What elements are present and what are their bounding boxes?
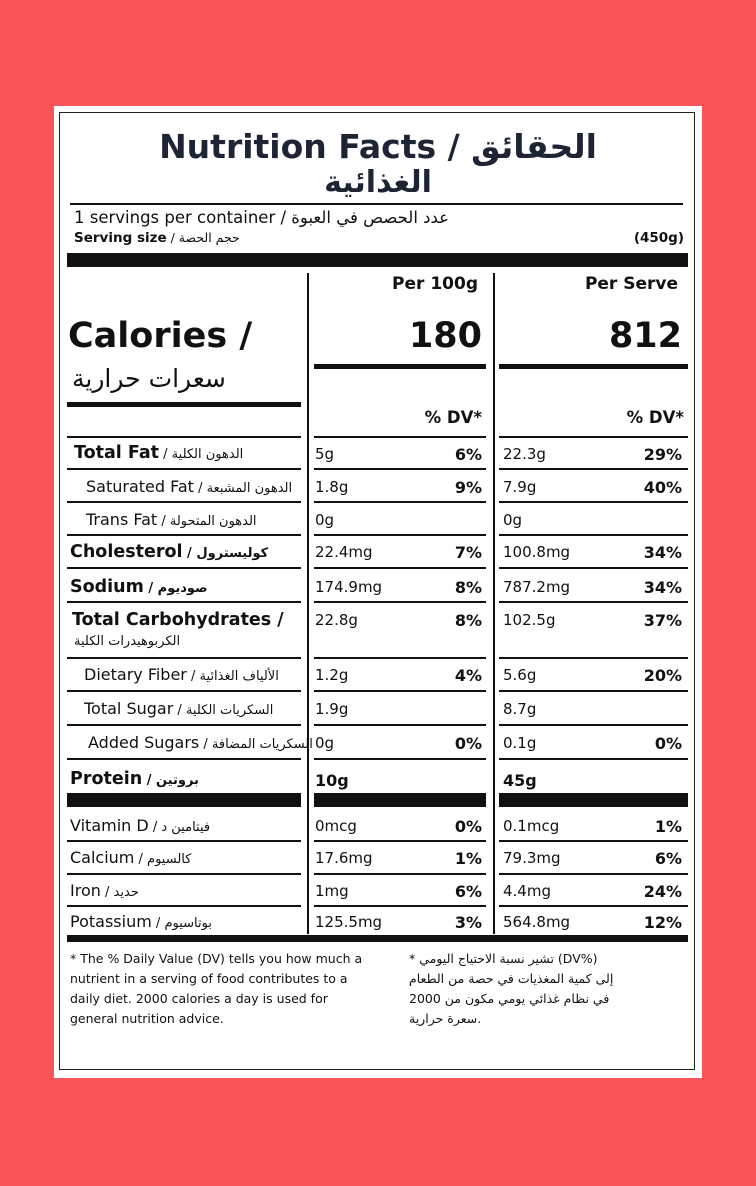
value-per-100g: 10g <box>315 771 349 790</box>
dv-per-serve: 37% <box>643 611 682 630</box>
row-rule <box>314 468 486 470</box>
row-rule <box>314 601 486 603</box>
vitamin-name-ar: / كالسيوم <box>134 852 192 867</box>
dv-per-serve: 40% <box>643 478 682 497</box>
dv-per-100g: 0% <box>454 734 482 753</box>
nutrient-name-ar: / بروتين <box>142 773 199 788</box>
row-rule <box>499 534 688 536</box>
row-rule <box>67 501 301 503</box>
calories-rule-left <box>67 402 301 407</box>
dv-per-serve: 6% <box>654 849 682 868</box>
row-rule <box>499 657 688 659</box>
value-per-100g: 17.6mg <box>315 849 373 867</box>
nutrition-label <box>54 106 702 1078</box>
nutrient-name-ar: / الدهون المتحولة <box>157 514 257 529</box>
dv-per-100g: 9% <box>454 478 482 497</box>
value-per-serve: 7.9g <box>503 478 537 496</box>
servings-per-container: 1 servings per container / عدد الحصص في العبوة <box>74 208 450 227</box>
serving-size-row <box>74 230 240 246</box>
nutrient-name: Total Fat <box>74 443 160 463</box>
dv-rule-right <box>499 436 688 438</box>
dv-per-serve: 34% <box>643 578 682 597</box>
value-per-100g: 1.9g <box>315 700 349 718</box>
nutrient-name-ar: / السكريات الكلية <box>173 703 274 718</box>
value-per-serve: 22.3g <box>503 445 546 463</box>
calories-label-ar: سعرات حرارية <box>72 364 226 393</box>
row-rule <box>67 873 301 875</box>
row-rule <box>67 468 301 470</box>
row-rule <box>314 840 486 842</box>
row-rule <box>67 601 301 603</box>
column-divider-2 <box>493 273 495 934</box>
row-rule <box>314 758 486 760</box>
row-rule <box>314 534 486 536</box>
vitamin-name: Potassium <box>70 912 152 931</box>
nutrient-name: Protein <box>70 769 143 789</box>
row-rule <box>67 690 301 692</box>
nutrient-name-ar: / الدهون المشبعة <box>193 481 293 496</box>
thick-bar-top <box>67 253 688 267</box>
dv-per-100g: 4% <box>454 666 482 685</box>
row-rule <box>314 905 486 907</box>
calories-rule-right <box>499 364 688 369</box>
serving-size-value: (450g) <box>633 230 684 246</box>
row-rule <box>499 567 688 569</box>
dv-rule-left <box>67 436 301 438</box>
thick-bar-protein-mid <box>314 793 486 807</box>
value-per-serve: 4.4mg <box>503 882 551 900</box>
value-per-100g: 22.4mg <box>315 543 373 561</box>
value-per-100g: 174.9mg <box>315 578 383 596</box>
value-per-serve: 45g <box>503 771 537 790</box>
row-rule <box>314 724 486 726</box>
dv-per-serve: 1% <box>654 817 682 836</box>
row-rule <box>499 905 688 907</box>
value-per-100g: 0g <box>315 511 335 529</box>
dv-per-100g: 0% <box>454 817 482 836</box>
row-rule <box>67 840 301 842</box>
value-per-100g: 22.8g <box>315 611 358 629</box>
dv-per-100g: 8% <box>454 578 482 597</box>
calories-rule-mid <box>314 364 486 369</box>
calories-label: Calories / <box>68 316 253 356</box>
row-rule <box>499 758 688 760</box>
value-per-100g: 5g <box>315 445 335 463</box>
dv-header-per-serve: % DV* <box>626 408 684 427</box>
calories-per-serve: 812 <box>608 316 682 356</box>
nutrient-name-ar: / السكريات المضافة <box>199 737 313 752</box>
dv-header-per-100g: % DV* <box>424 408 482 427</box>
title-line-2: الغذائية <box>324 165 432 200</box>
header-per-100g: Per 100g <box>392 274 478 294</box>
serving-size-label: Serving size <box>74 230 167 246</box>
title-rule <box>70 203 683 205</box>
serving-size-label-ar: / حجم الحصة <box>166 230 240 245</box>
value-per-100g: 0mcg <box>315 817 357 835</box>
row-rule <box>67 657 301 659</box>
calories-per-100g: 180 <box>408 316 482 356</box>
nutrient-name-ar: / كوليسترول <box>182 546 269 561</box>
dv-per-100g: 7% <box>454 543 482 562</box>
vitamin-name-ar: / فيتامين د <box>148 820 211 835</box>
column-divider-1 <box>307 273 309 934</box>
dv-per-serve: 0% <box>654 734 682 753</box>
dv-per-serve: 12% <box>643 913 682 932</box>
nutrient-name: Sodium <box>70 577 144 597</box>
dv-per-100g: 1% <box>454 849 482 868</box>
row-rule <box>67 534 301 536</box>
thick-bar-bottom <box>67 935 688 942</box>
thick-bar-protein-right <box>499 793 688 807</box>
thick-bar-protein-left <box>67 793 301 807</box>
nutrient-name: Trans Fat <box>86 510 158 529</box>
dv-per-serve: 24% <box>643 882 682 901</box>
value-per-serve: 564.8mg <box>503 913 571 931</box>
nutrient-name: Added Sugars <box>88 733 200 752</box>
row-rule <box>499 501 688 503</box>
nutrient-name-ar: الكربوهيدرات الكلية <box>74 634 181 649</box>
value-per-100g: 125.5mg <box>315 913 383 931</box>
footnote-en: * The % Daily Value (DV) tells you how much a nutrient in a serving of food contributes to a daily diet. 2000 calories a day is used for general nutrition advice. <box>70 951 363 1026</box>
nutrient-name: Cholesterol <box>70 542 183 562</box>
value-per-100g: 0g <box>315 734 335 752</box>
title-line-1: Nutrition Facts / الحقائق <box>159 127 597 166</box>
row-rule <box>67 905 301 907</box>
row-rule <box>314 657 486 659</box>
nutrient-name: Saturated Fat <box>86 477 194 496</box>
value-per-serve: 787.2mg <box>503 578 571 596</box>
dv-per-100g: 3% <box>454 913 482 932</box>
row-rule <box>499 690 688 692</box>
row-rule <box>499 840 688 842</box>
value-per-serve: 0.1mcg <box>503 817 560 835</box>
nutrient-name: Dietary Fiber <box>84 665 187 684</box>
value-per-100g: 1.2g <box>315 666 349 684</box>
row-rule <box>314 501 486 503</box>
value-per-serve: 100.8mg <box>503 543 571 561</box>
value-per-serve: 5.6g <box>503 666 537 684</box>
value-per-100g: 1.8g <box>315 478 349 496</box>
nutrient-name: Total Sugar <box>84 699 174 718</box>
row-rule <box>499 601 688 603</box>
value-per-serve: 0g <box>503 511 523 529</box>
value-per-serve: 79.3mg <box>503 849 561 867</box>
row-rule <box>499 724 688 726</box>
dv-rule-mid <box>314 436 486 438</box>
row-rule <box>67 567 301 569</box>
value-per-serve: 0.1g <box>503 734 537 752</box>
vitamin-name: Iron <box>70 881 101 900</box>
row-rule <box>499 468 688 470</box>
dv-per-100g: 6% <box>454 882 482 901</box>
row-rule <box>314 567 486 569</box>
row-rule <box>499 873 688 875</box>
value-per-100g: 1mg <box>315 882 349 900</box>
nutrient-name-ar: / الألياف الغذائية <box>186 669 279 684</box>
row-rule <box>314 690 486 692</box>
header-per-serve: Per Serve <box>584 274 678 294</box>
dv-per-100g: 6% <box>454 445 482 464</box>
value-per-serve: 8.7g <box>503 700 537 718</box>
dv-per-serve: 34% <box>643 543 682 562</box>
value-per-serve: 102.5g <box>503 611 556 629</box>
footnote-ar: * تشير نسبة الاحتياج اليومي (DV%) إلى كمية المغذيات في حصة من الطعام في نظام غذائي يومي مكون من 2000 سعرة حرارية. <box>409 951 614 1026</box>
vitamin-name-ar: / حديد <box>100 885 139 900</box>
dv-per-serve: 20% <box>643 666 682 685</box>
nutrient-name: Total Carbohydrates / <box>72 610 284 630</box>
nutrient-name-ar: / صوديوم <box>143 581 208 596</box>
dv-per-serve: 29% <box>643 445 682 464</box>
vitamin-name: Vitamin D <box>70 816 149 835</box>
vitamin-name: Calcium <box>70 848 135 867</box>
row-rule <box>67 758 301 760</box>
row-rule <box>314 873 486 875</box>
vitamin-name-ar: / بوتاسيوم <box>151 916 212 931</box>
dv-per-100g: 8% <box>454 611 482 630</box>
nutrient-name-ar: / الدهون الكلية <box>159 447 244 462</box>
row-rule <box>67 724 301 726</box>
